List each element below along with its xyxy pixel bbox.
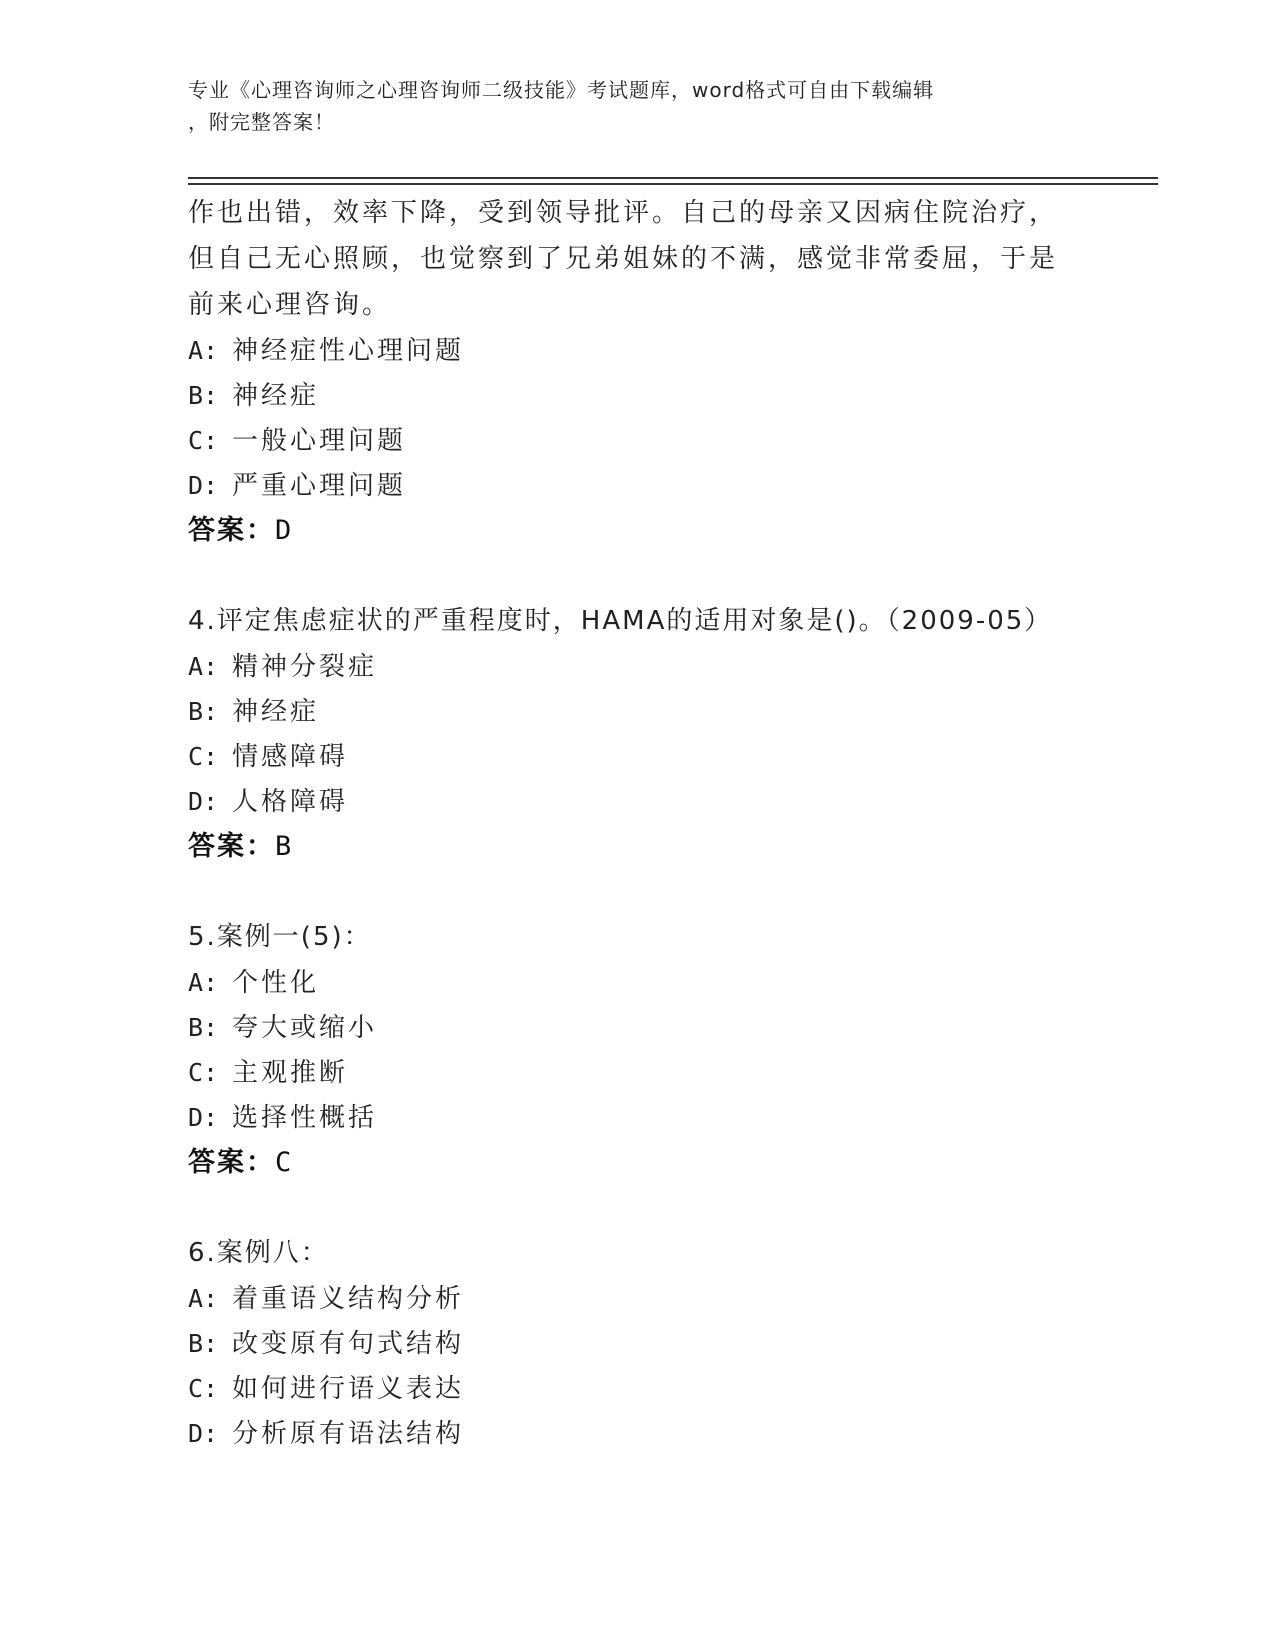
question-text-line: 但自己无心照顾，也觉察到了兄弟姐妹的不满，感觉非常委屈，于是 bbox=[188, 244, 1059, 274]
question-4 bbox=[188, 598, 1088, 870]
question-title: 4.评定焦虑症状的严重程度时，HAMA的适用对象是()。（2009-05） bbox=[188, 606, 1053, 636]
option-key: C: bbox=[188, 1374, 219, 1403]
option-key: B: bbox=[188, 1013, 219, 1042]
option-text: 神经症 bbox=[232, 381, 320, 411]
option-key: D: bbox=[188, 471, 219, 500]
option-a bbox=[188, 960, 1088, 1005]
option-b bbox=[188, 1321, 1088, 1366]
header-divider-top bbox=[188, 177, 1158, 179]
answer-value: D bbox=[275, 515, 292, 546]
answer-value: C bbox=[275, 1147, 292, 1178]
option-c bbox=[188, 1366, 1088, 1411]
option-text: 严重心理问题 bbox=[232, 471, 407, 501]
option-key: A: bbox=[188, 652, 219, 681]
option-text: 情感障碍 bbox=[232, 742, 349, 772]
header-title-line-1: 专业《心理咨询师之心理咨询师二级技能》考试题库，word格式可自由下载编辑 bbox=[188, 78, 935, 102]
option-text: 选择性概括 bbox=[232, 1103, 378, 1133]
option-d bbox=[188, 1095, 1088, 1140]
document-header bbox=[188, 74, 1068, 138]
option-d bbox=[188, 779, 1088, 824]
answer-label: 答案： bbox=[188, 1147, 275, 1178]
answer bbox=[188, 824, 1088, 870]
question-title: 6.案例八： bbox=[188, 1238, 329, 1268]
answer bbox=[188, 1140, 1088, 1186]
answer-label: 答案： bbox=[188, 515, 275, 546]
option-c bbox=[188, 734, 1088, 779]
option-d bbox=[188, 463, 1088, 508]
option-text: 着重语义结构分析 bbox=[232, 1284, 465, 1314]
question-5 bbox=[188, 914, 1088, 1186]
header-divider-bottom bbox=[188, 183, 1158, 185]
option-key: A: bbox=[188, 968, 219, 997]
option-key: D: bbox=[188, 1103, 219, 1132]
option-text: 如何进行语义表达 bbox=[232, 1374, 465, 1404]
option-text: 分析原有语法结构 bbox=[232, 1419, 465, 1449]
option-b bbox=[188, 689, 1088, 734]
question-3-continuation bbox=[188, 190, 1088, 554]
option-text: 神经症性心理问题 bbox=[232, 336, 465, 366]
option-a bbox=[188, 1276, 1088, 1321]
option-key: C: bbox=[188, 742, 219, 771]
question-6 bbox=[188, 1230, 1088, 1456]
option-text: 一般心理问题 bbox=[232, 426, 407, 456]
question-content bbox=[188, 190, 1088, 1456]
header-title-line-2: ，附完整答案！ bbox=[188, 110, 335, 134]
option-key: A: bbox=[188, 1284, 219, 1313]
option-key: D: bbox=[188, 787, 219, 816]
option-b bbox=[188, 1005, 1088, 1050]
question-title: 5.案例一(5)： bbox=[188, 922, 372, 952]
question-text-line: 前来心理咨询。 bbox=[188, 290, 392, 320]
option-key: D: bbox=[188, 1419, 219, 1448]
option-text: 夸大或缩小 bbox=[232, 1013, 378, 1043]
option-key: C: bbox=[188, 426, 219, 455]
option-c bbox=[188, 418, 1088, 463]
option-d bbox=[188, 1411, 1088, 1456]
option-text: 人格障碍 bbox=[232, 787, 349, 817]
option-c bbox=[188, 1050, 1088, 1095]
option-a bbox=[188, 328, 1088, 373]
option-text: 精神分裂症 bbox=[232, 652, 378, 682]
answer bbox=[188, 508, 1088, 554]
option-text: 主观推断 bbox=[232, 1058, 349, 1088]
option-key: C: bbox=[188, 1058, 219, 1087]
answer-value: B bbox=[275, 831, 292, 862]
option-text: 个性化 bbox=[232, 968, 320, 998]
question-text-line: 作也出错，效率下降，受到领导批评。自己的母亲又因病住院治疗， bbox=[188, 198, 1059, 228]
option-text: 改变原有句式结构 bbox=[232, 1329, 465, 1359]
option-key: A: bbox=[188, 336, 219, 365]
answer-label: 答案： bbox=[188, 831, 275, 862]
option-text: 神经症 bbox=[232, 697, 320, 727]
option-key: B: bbox=[188, 381, 219, 410]
option-b bbox=[188, 373, 1088, 418]
option-key: B: bbox=[188, 1329, 219, 1358]
option-key: B: bbox=[188, 697, 219, 726]
option-a bbox=[188, 644, 1088, 689]
